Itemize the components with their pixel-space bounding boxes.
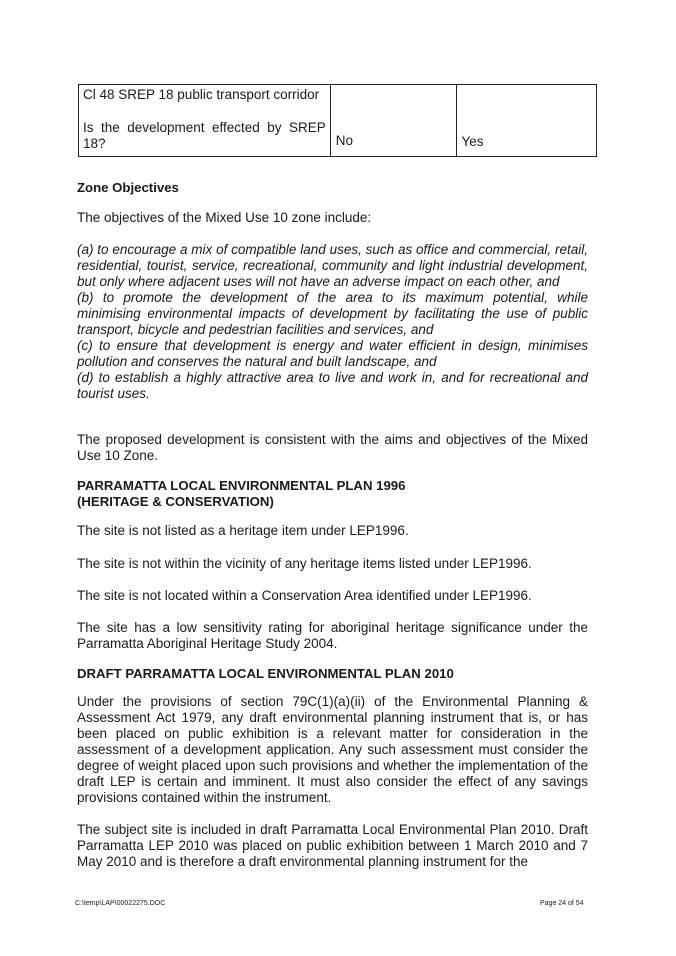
table-cell-criteria bbox=[79, 85, 331, 157]
table-row-label-transport-corridor: Cl 48 SREP 18 public transport corridor bbox=[83, 87, 320, 102]
footer-file-path: C:\temp\LAP\00022275.DOC bbox=[75, 900, 166, 907]
lep1996-para-aboriginal-heritage: The site has a low sensitivity rating for aboriginal heritage significance under the Parramatta Aboriginal Heritage Study 2004. bbox=[77, 620, 588, 651]
draft-lep2010-heading: DRAFT PARRAMATTA LOCAL ENVIRONMENTAL PLAN 2010 bbox=[77, 666, 454, 681]
objective-d: (d) to establish a highly attractive area to live and work in, and for recreational and tourist uses. bbox=[77, 370, 588, 401]
objectives-list bbox=[77, 242, 588, 402]
lep1996-heading-line2: (HERITAGE & CONSERVATION) bbox=[77, 494, 274, 509]
draft-lep2010-para1: Under the provisions of section 79C(1)(a)(ii) of the Environmental Planning & Assessment Act 1979, any draft environmental planning instrument that is, or has been placed on public exhibition is a relevant matter for consideration in the assessment of a development application. Any such assessment must consider the degree of weight placed upon such provisions and whether the implementation of the draft LEP is certain and imminent. It must also consider the effect of any savings provisions contained within the instrument. bbox=[77, 694, 588, 805]
srep18-table bbox=[78, 84, 597, 157]
footer-page-number: Page 24 of 54 bbox=[540, 900, 584, 907]
lep1996-para-heritage-item: The site is not listed as a heritage item under LEP1996. bbox=[77, 523, 409, 538]
answer-no: No bbox=[335, 133, 354, 148]
table-cell-answer-yes bbox=[456, 85, 596, 157]
table-cell-answer-no bbox=[330, 85, 456, 157]
zone-objectives-heading: Zone Objectives bbox=[77, 180, 179, 195]
objective-b: (b) to promote the development of the area to its maximum potential, while minimising environmental impacts of development by facilitating the use of public transport, bicycle and pedestrian facilities and services, and bbox=[77, 290, 588, 337]
objective-c: (c) to ensure that development is energy and water efficient in design, minimises pollution and conserves the natural and built landscape, and bbox=[77, 338, 588, 369]
lep1996-para-conservation-area: The site is not located within a Conservation Area identified under LEP1996. bbox=[77, 588, 532, 603]
lep1996-heading bbox=[77, 478, 588, 510]
draft-lep2010-para2: The subject site is included in draft Parramatta Local Environmental Plan 2010. Draft Parramatta LEP 2010 was placed on public exhibition between 1 March 2010 and 7 May 2010 and is therefore a draft environmental planning instrument for the bbox=[77, 822, 588, 869]
lep1996-para-vicinity: The site is not within the vicinity of any heritage items listed under LEP1996. bbox=[77, 556, 532, 571]
answer-yes: Yes bbox=[461, 134, 484, 149]
objective-a: (a) to encourage a mix of compatible land uses, such as office and commercial, retail, residential, tourist, service, recreational, community and light industrial development, but only where adjacent uses will not have an adverse impact on each other, and bbox=[77, 242, 588, 289]
objectives-conclusion: The proposed development is consistent with the aims and objectives of the Mixed Use 10 Zone. bbox=[77, 432, 588, 463]
table-row bbox=[79, 85, 597, 157]
table-row-label-srep-question: Is the development effected by SREP 18? bbox=[83, 120, 326, 151]
zone-objectives-intro: The objectives of the Mixed Use 10 zone include: bbox=[77, 210, 372, 225]
lep1996-heading-line1: PARRAMATTA LOCAL ENVIRONMENTAL PLAN 1996 bbox=[77, 478, 406, 493]
